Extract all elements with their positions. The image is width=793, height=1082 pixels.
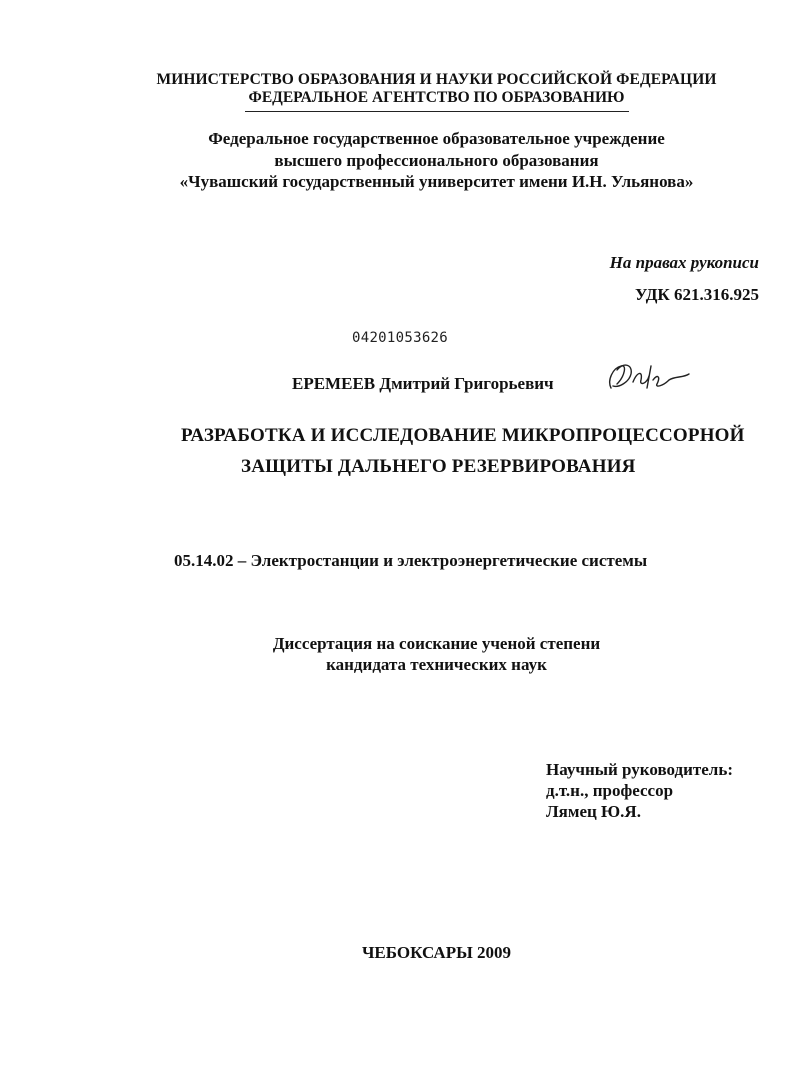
- manuscript-rights: На правах рукописи: [609, 253, 759, 272]
- ministry-heading: МИНИСТЕРСТВО ОБРАЗОВАНИЯ И НАУКИ РОССИЙСКОЙ ФЕДЕРАЦИИ: [156, 71, 717, 88]
- header-divider: [245, 111, 629, 112]
- city-year: ЧЕБОКСАРЫ 2009: [361, 943, 512, 962]
- dissertation-title-line-1: РАЗРАБОТКА И ИССЛЕДОВАНИЕ МИКРОПРОЦЕССОРНОЙ: [181, 425, 745, 446]
- institution-line-3: «Чувашский государственный университет имени И.Н. Ульянова»: [179, 172, 694, 191]
- institution-line-1: Федеральное государственное образовательное учреждение: [208, 129, 665, 148]
- library-stamp-number: 04201053626: [352, 330, 449, 346]
- author-name: ЕРЕМЕЕВ Дмитрий Григорьевич: [292, 374, 554, 393]
- agency-heading: ФЕДЕРАЛЬНОЕ АГЕНТСТВО ПО ОБРАЗОВАНИЮ: [248, 89, 625, 106]
- degree-line-1: Диссертация на соискание ученой степени: [272, 634, 601, 653]
- institution-line-2: высшего профессионального образования: [274, 151, 599, 170]
- signature-icon: [603, 358, 693, 398]
- degree-line-2: кандидата технических наук: [326, 655, 547, 674]
- supervisor-label: Научный руководитель:: [546, 760, 733, 779]
- supervisor-name: Лямец Ю.Я.: [546, 802, 641, 821]
- dissertation-title-line-2: ЗАЩИТЫ ДАЛЬНЕГО РЕЗЕРВИРОВАНИЯ: [241, 456, 636, 477]
- supervisor-rank: д.т.н., профессор: [546, 781, 674, 800]
- udc-code: УДК 621.316.925: [634, 285, 759, 304]
- specialty-code: 05.14.02 – Электростанции и электроэнергетические системы: [174, 551, 648, 570]
